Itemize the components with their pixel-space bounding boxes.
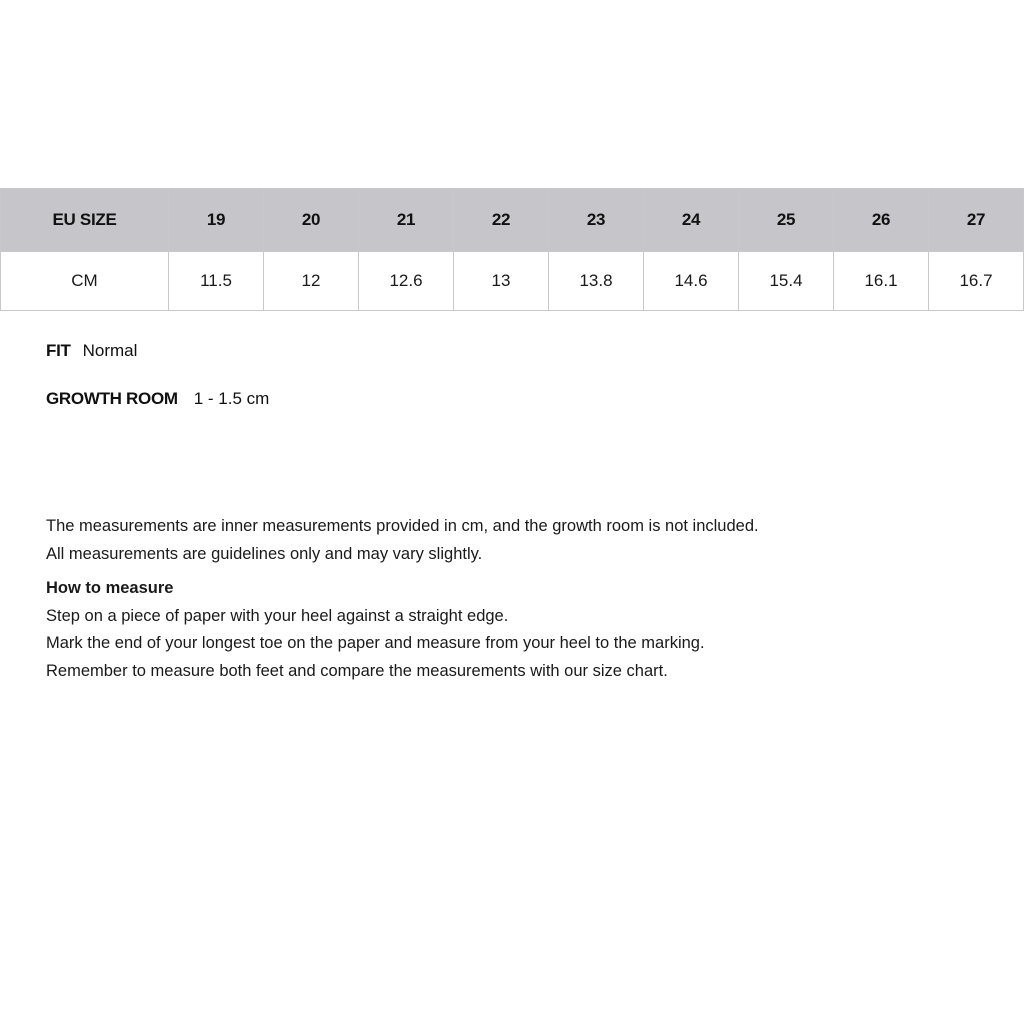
note-line: All measurements are guidelines only and may vary slightly. [46, 544, 483, 563]
cm-cell: 14.6 [644, 252, 739, 311]
eu-size-cell: 19 [169, 189, 264, 252]
cm-cell: 13 [454, 252, 549, 311]
how-to-step: Remember to measure both feet and compare the measurements with our size chart. [46, 661, 668, 680]
cm-label: CM [1, 252, 169, 311]
growth-room-spec [46, 389, 269, 409]
size-chart-table [0, 188, 1024, 311]
cm-cell: 16.7 [929, 252, 1024, 311]
how-to-step: Mark the end of your longest toe on the paper and measure from your heel to the marking. [46, 634, 705, 652]
cm-cell: 16.1 [834, 252, 929, 311]
eu-size-cell: 23 [549, 189, 644, 252]
fit-label: FIT [46, 341, 71, 360]
measurement-notes [46, 513, 1006, 685]
cm-cell: 15.4 [739, 252, 834, 311]
size-header-row [1, 189, 1024, 252]
fit-spec [46, 341, 137, 361]
cm-cell: 11.5 [169, 252, 264, 311]
eu-size-cell: 27 [929, 189, 1024, 252]
eu-size-cell: 20 [264, 189, 359, 252]
fit-value: Normal [82, 341, 138, 360]
eu-size-cell: 21 [359, 189, 454, 252]
eu-size-label: EU SIZE [1, 189, 169, 252]
cm-row [1, 252, 1024, 311]
eu-size-cell: 25 [739, 189, 834, 252]
eu-size-cell: 22 [454, 189, 549, 252]
cm-cell: 12 [264, 252, 359, 311]
cm-cell: 13.8 [549, 252, 644, 311]
eu-size-cell: 26 [834, 189, 929, 252]
growth-room-label: GROWTH ROOM [46, 389, 178, 408]
note-line: The measurements are inner measurements provided in cm, and the growth room is not included. [46, 517, 759, 535]
eu-size-cell: 24 [644, 189, 739, 252]
cm-cell: 12.6 [359, 252, 454, 311]
how-to-measure-title: How to measure [46, 579, 174, 597]
how-to-step: Step on a piece of paper with your heel against a straight edge. [46, 606, 509, 625]
growth-room-value: 1 - 1.5 cm [193, 389, 270, 408]
